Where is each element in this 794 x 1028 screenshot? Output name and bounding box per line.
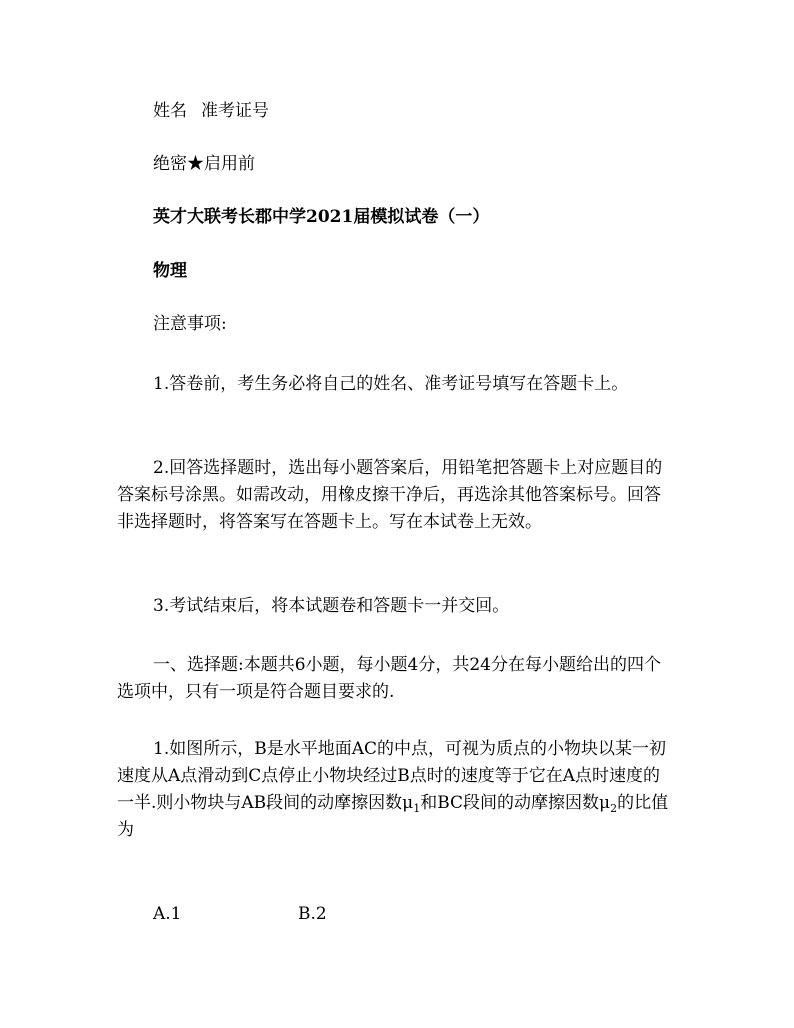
mu-2-subscript: 2 xyxy=(610,802,618,815)
notice-heading: 注意事项: xyxy=(153,314,227,334)
question-1-text-c: 的比值为 xyxy=(117,793,669,840)
notice-item-3: 3.考试结束后，将本试题卷和答题卡一并交回。 xyxy=(153,596,510,616)
mu-1-subscript: 1 xyxy=(413,802,421,815)
exam-id-label: 准考证号 xyxy=(201,101,269,121)
option-b: B.2 xyxy=(298,904,327,924)
exam-title: 英才大联考长郡中学2021届模拟试卷（一） xyxy=(153,207,490,227)
notice-item-1: 1.答卷前，考生务必将自己的姓名、准考证号填写在答题卡上。 xyxy=(153,374,629,394)
notice-item-2: 2.回答选择题时，选出每小题答案后，用铅笔把答题卡上对应题目的答案标号涂黑。如需改动，用橡皮擦干净后，再选涂其他答案标号。回答非选择题时，将答案写在答题卡上。写在本试卷上无效。 xyxy=(117,458,663,532)
subject-title: 物理 xyxy=(153,261,187,281)
name-label: 姓名 xyxy=(153,101,187,121)
question-1-text-b: 和BC段间的动摩擦因数μ xyxy=(420,793,611,813)
option-a: A.1 xyxy=(153,904,182,924)
section-heading: 一、选择题:本题共6小题，每小题4分，共24分在每小题给出的四个选项中，只有一项是符合题目要求的. xyxy=(117,655,661,702)
question-1-stem xyxy=(117,736,677,844)
confidential-notice: 绝密★启用前 xyxy=(153,154,255,174)
candidate-info-line xyxy=(153,98,269,125)
question-1-text-a: 1.如图所示，B是水平地面AC的中点，可视为质点的小物块以某一初速度从A点滑动到C点停止小物块经过B点时的速度等于它在A点时速度的一半.则小物块与AB段间的动摩擦因数μ xyxy=(117,739,666,813)
